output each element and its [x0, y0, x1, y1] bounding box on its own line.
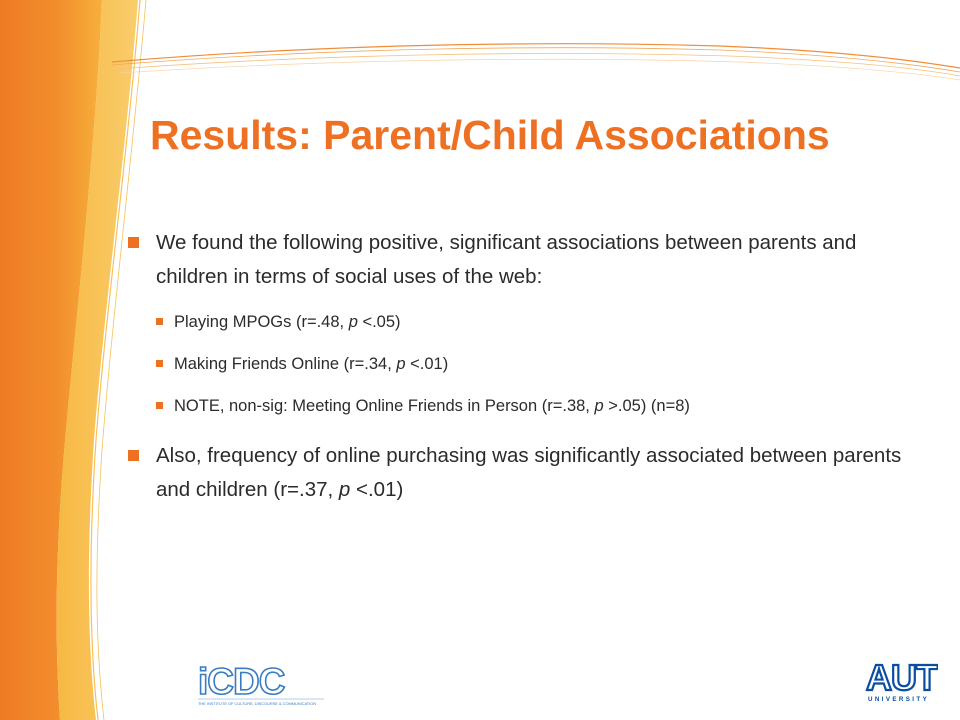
svg-text:iCDC: iCDC — [198, 661, 285, 702]
sub-bullet-text: Playing MPOGs (r=.48, p <.05) — [174, 313, 401, 331]
square-bullet-icon — [128, 450, 139, 461]
bullet-list — [126, 226, 916, 507]
aut-logo — [862, 654, 938, 708]
aut-logo-caption: UNIVERSITY — [868, 696, 930, 703]
icdc-logo-caption: THE INSTITUTE OF CULTURE, DISCOURSE & COMMUNICATION — [198, 701, 317, 706]
svg-text:AUT: AUT — [866, 657, 937, 698]
sub-bullet-text: Making Friends Online (r=.34, p <.01) — [174, 355, 449, 373]
bullet-purchasing-text: Also, frequency of online purchasing was significantly associated between parents and children (r=.37, p <.01) — [156, 444, 902, 501]
slide-title: Results: Parent/Child Associations — [150, 112, 830, 158]
bullet-intro-text: We found the following positive, significant associations between parents and children in terms of social uses of the web: — [156, 231, 857, 288]
top-swoosh-line — [112, 48, 960, 72]
square-bullet-icon — [156, 402, 163, 409]
icdc-logo — [196, 660, 326, 708]
bullet-intro — [126, 226, 916, 294]
sub-bullet-friends — [126, 351, 916, 377]
sub-bullet-mpogs — [126, 309, 916, 335]
top-swoosh-line — [120, 59, 960, 80]
square-bullet-icon — [156, 318, 163, 325]
square-bullet-icon — [156, 360, 163, 367]
bullet-purchasing — [126, 439, 916, 507]
sub-bullet-text: NOTE, non-sig: Meeting Online Friends in Person (r=.38, p >.05) (n=8) — [174, 397, 690, 415]
sub-bullet-note — [126, 393, 916, 419]
square-bullet-icon — [128, 237, 139, 248]
